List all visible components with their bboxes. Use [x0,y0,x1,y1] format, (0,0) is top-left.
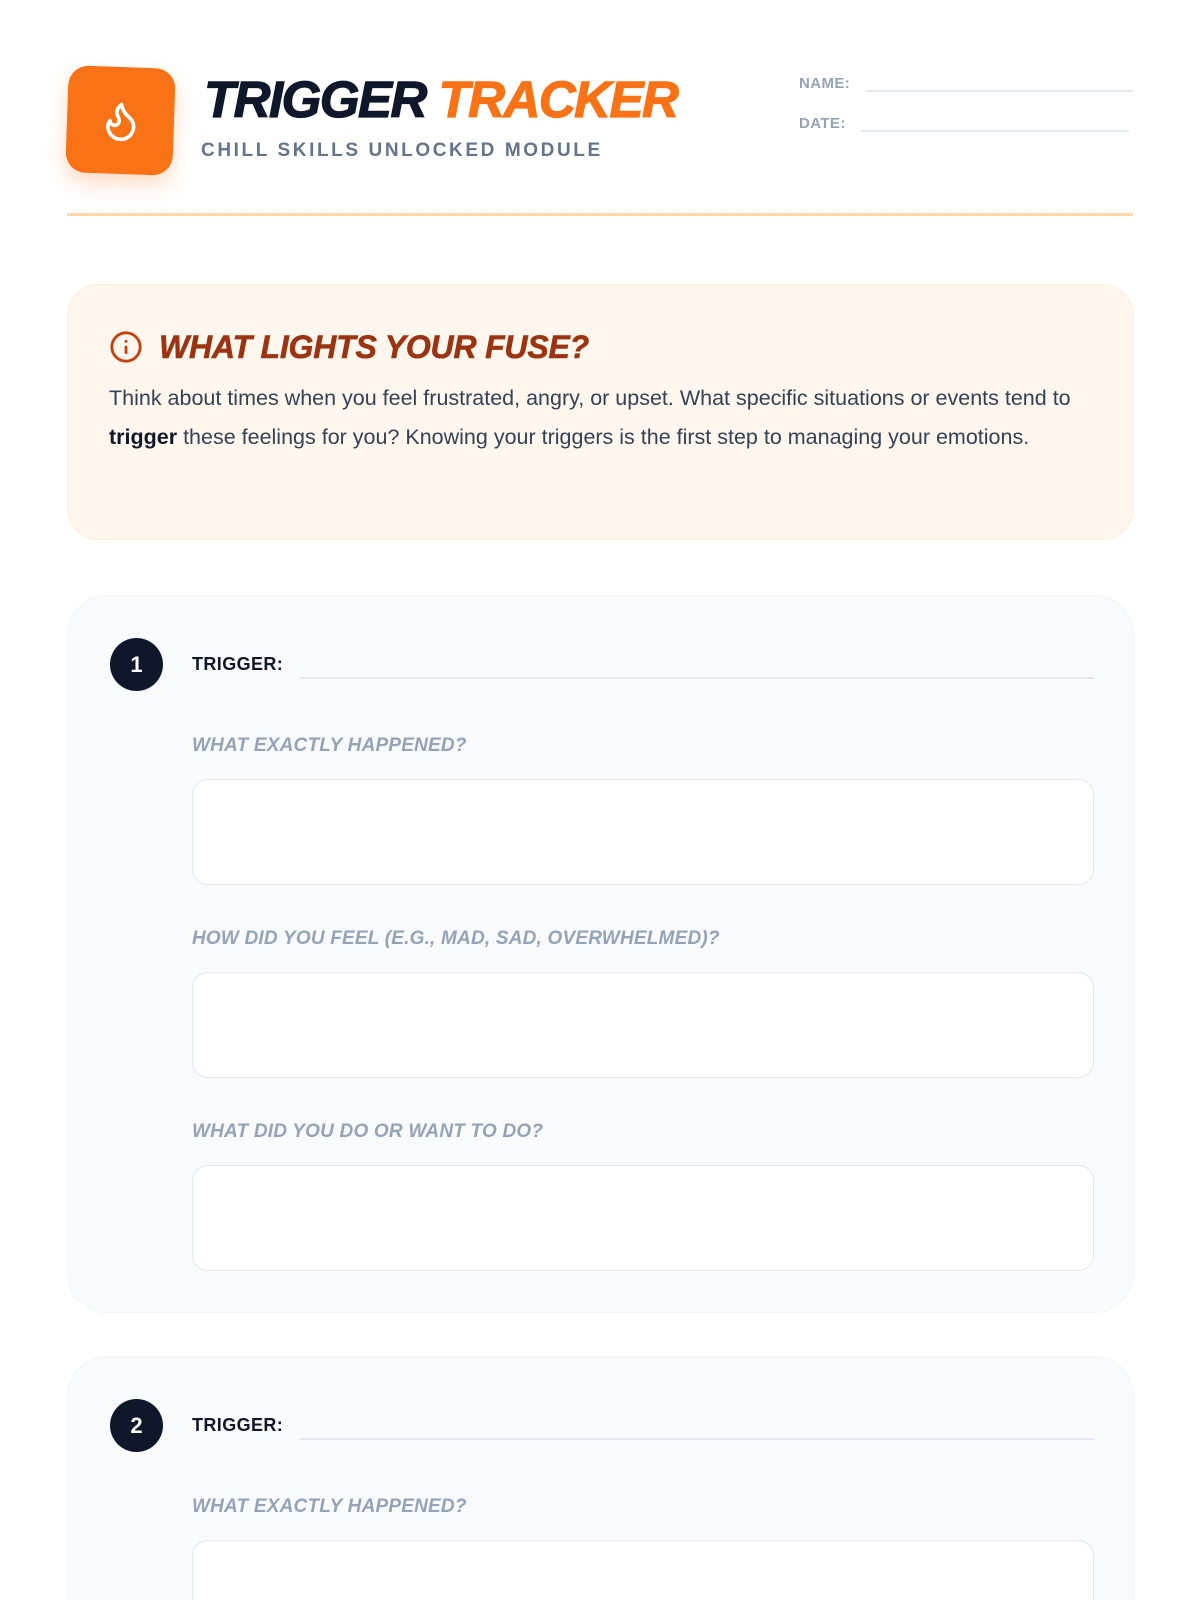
title-part-2: TRACKER [438,71,678,128]
intro-text-before: Think about times when you feel frustrated, angry, or upset. What specific situations or events tend to [109,386,1071,410]
answer-box[interactable] [192,1165,1094,1271]
intro-text-after: these feelings for you? Knowing your triggers is the first step to managing your emotions. [177,424,1030,449]
intro-box [67,284,1134,540]
trigger-card-2 [67,1356,1134,1600]
question-label: WHAT DID YOU DO OR WANT TO DO? [192,1121,544,1142]
question-label: WHAT EXACTLY HAPPENED? [192,735,467,756]
trigger-field[interactable] [300,1438,1094,1440]
logo-badge [65,65,176,176]
page-subtitle: CHILL SKILLS UNLOCKED MODULE [201,140,603,161]
intro-text [109,379,1093,456]
answer-box[interactable] [192,972,1094,1078]
trigger-label: TRIGGER: [192,1415,284,1435]
intro-text-bold: trigger [109,424,178,449]
name-label: NAME: [799,75,851,92]
intro-header [109,327,1093,367]
flame-icon [98,98,144,144]
answer-box[interactable] [192,779,1094,885]
date-row [799,108,1129,132]
question-label: HOW DID YOU FEEL (E.G., MAD, SAD, OVERWHELMED)? [192,928,720,949]
trigger-number: 1 [110,638,163,691]
name-field[interactable] [865,68,1133,92]
trigger-card-1 [67,595,1134,1313]
header [67,0,1133,216]
date-field[interactable] [861,108,1129,132]
date-label: DATE: [799,115,846,132]
page-title [204,70,677,130]
title-part-1: TRIGGER [204,71,426,128]
trigger-label: TRIGGER: [192,654,284,674]
name-row [799,68,1133,92]
trigger-field[interactable] [300,677,1094,679]
info-icon [109,330,143,364]
trigger-number: 2 [110,1399,163,1452]
answer-box[interactable] [192,1540,1094,1600]
question-label: WHAT EXACTLY HAPPENED? [192,1496,467,1517]
intro-title: WHAT LIGHTS YOUR FUSE? [159,328,589,365]
